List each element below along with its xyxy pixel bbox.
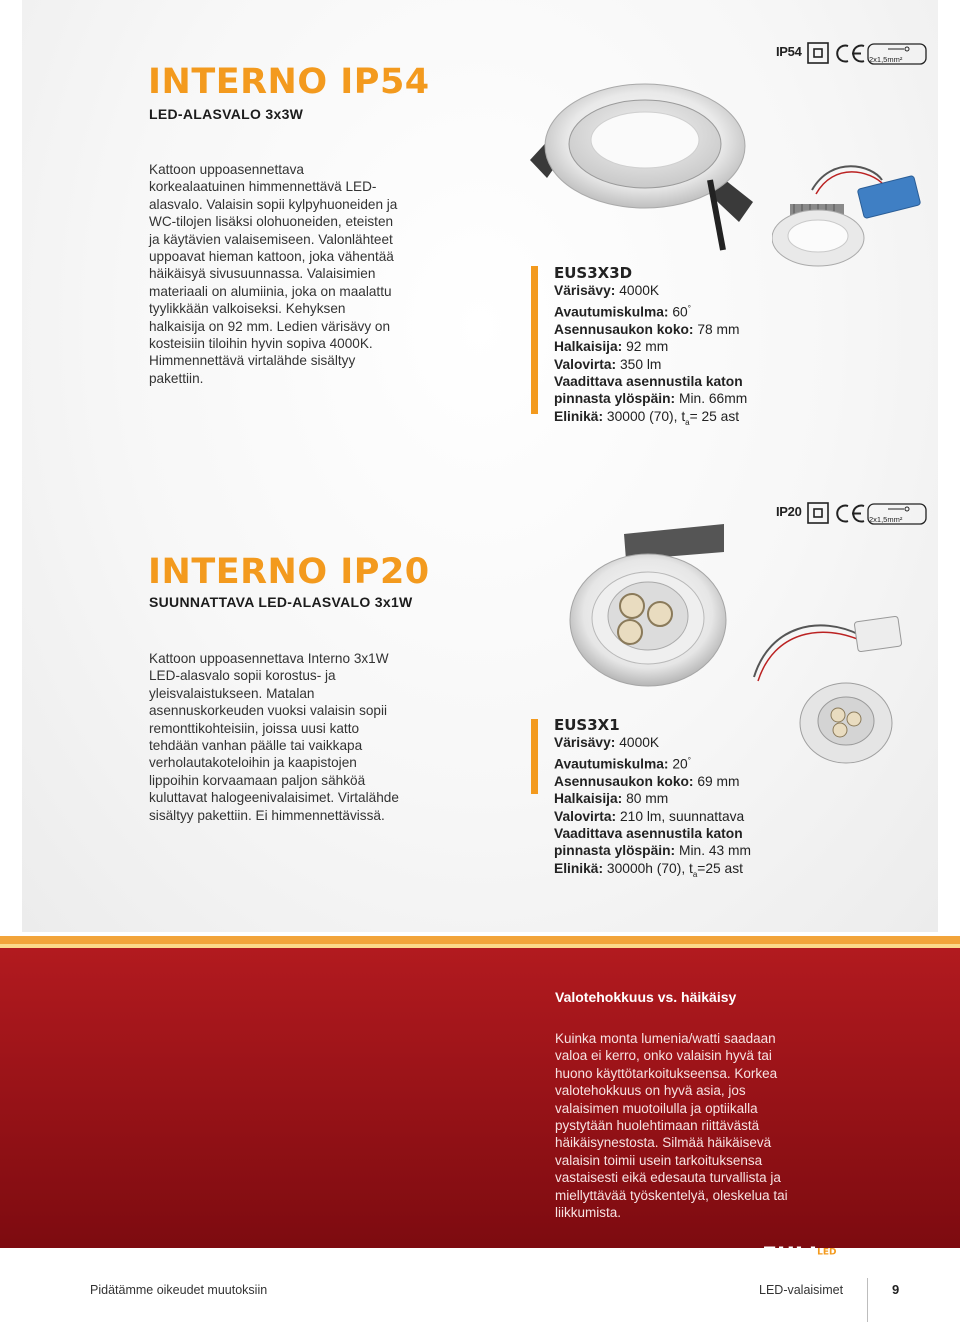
class-ce-wire-icons: [806, 40, 930, 68]
spec-value: = 25 ast: [689, 408, 740, 424]
divider-stripe-orange: [0, 936, 960, 944]
spec-value: 4000K: [619, 735, 660, 751]
spec-block-eus3x1: [554, 717, 794, 883]
spec-accent-bar: [531, 266, 538, 414]
spec-value: 80 mm: [626, 791, 669, 807]
brand-logo: [762, 1244, 836, 1269]
spec-value: Min. 66mm: [678, 391, 748, 407]
spec-label: Avautumiskulma:: [554, 756, 669, 772]
spec-accent-bar: [531, 719, 538, 794]
spec-value: =25 ast: [697, 860, 743, 876]
spec-label: Värisävy:: [554, 283, 616, 299]
brand-suffix: LED: [817, 1247, 837, 1258]
spec-label: Asennusaukon koko:: [554, 773, 694, 789]
downlight-ip20-image: [548, 520, 748, 690]
product-title-ip54: INTERNO IP54: [148, 62, 430, 102]
spec-value: 60: [672, 304, 688, 320]
spec-block-eus3x3d: [554, 265, 794, 431]
spec-label: Vaadittava asennustila katon: [554, 826, 743, 842]
product-title-ip20: INTERNO IP20: [148, 552, 430, 592]
spec-label: Vaadittava asennustila katon: [554, 374, 743, 390]
spec-label: pinnasta ylöspäin:: [554, 843, 676, 859]
wire-size: 2x1,5mm²: [869, 515, 903, 524]
spec-subscript: a: [685, 417, 690, 427]
footer-divider: [867, 1278, 868, 1322]
spec-value: 92 mm: [626, 339, 669, 355]
degree-sign: °: [687, 755, 691, 765]
spec-value: 210 lm, suunnattava: [619, 808, 745, 824]
spec-value: 78 mm: [697, 321, 740, 337]
product-code: EUS3X3D: [554, 264, 633, 282]
spec-value: 30000 (70), t: [606, 408, 686, 424]
brand-name: EULI: [762, 1244, 818, 1269]
info-banner: [0, 948, 960, 1248]
info-body: Kuinka monta lumenia/watti saadaan valoa ei kerro, onko valaisin hyvä tai huono käyttötarkoitukseensa. Korkea valotehokkuus on hyvä asia, jos valaisimen muotoilulla ja optiikalla pystytään huolehtimaan riittävästä häikäisynestosta. Silmää häikäisevä valaisin toimii usein tarkoituksensa vastaisesti eikä edesauta turvallista ja miellyttävää työskentelyä, oleskelua tai liikkumista.: [555, 1031, 788, 1221]
info-title: Valotehokkuus vs. häikäisy: [555, 989, 737, 1005]
page-number: 9: [892, 1282, 900, 1297]
ip-rating: IP20: [776, 504, 802, 519]
class-ce-wire-icons: [806, 500, 930, 528]
spec-label: Valovirta:: [554, 356, 617, 372]
downlight-driver-image: [772, 160, 922, 275]
spec-label: Valovirta:: [554, 808, 617, 824]
product-subtitle-ip54: LED-ALASVALO 3x3W: [149, 106, 304, 122]
spec-label: Halkaisija:: [554, 791, 623, 807]
ip-rating: IP54: [776, 44, 802, 59]
degree-sign: °: [687, 303, 691, 313]
product-description-ip54: Kattoon uppoasennettava korkealaatuinen himmennettävä LED-alasvalo. Valaisin sopii kylpyhuoneiden ja WC-tilojen lisäksi olohuoneiden, eteisten ja käytävien valaisemiseen. Valonlähteet uppoavat hieman kattoon, joka vähentää häikäisyä sivusuunnassa. Valaisimien materiaali on alumiinia, joka on maalattu tyylikkään valkoiseksi. Kehyksen halkaisija on 92 mm. Ledien värisävy on kosteisiin tiloihin hyvin sopiva 4000K. Himmennettävä virtalähde sisältyy pakettiin.: [149, 162, 398, 386]
spec-label: pinnasta ylöspäin:: [554, 391, 676, 407]
spec-value: Min. 43 mm: [678, 843, 752, 859]
spec-label: Elinikä:: [554, 860, 604, 876]
spec-label: Elinikä:: [554, 408, 604, 424]
spec-label: Asennusaukon koko:: [554, 321, 694, 337]
product-description-ip20: Kattoon uppoasennettava Interno 3x1W LED-alasvalo sopii korostus- ja yleisvalaistukseen. Matalan asennuskorkeuden vuoksi valaisin sopii remonttikohteisiin, joissa uusi katto tehdään vanhan päälle tai vaikkapa verholautakoteloihin ja kaapistojen lippoihin korvaamaan paljon sähköä kuluttavat halogeenivalaisimet. Virtalähde sisältyy pakettiin. Ei himmennettävissä.: [149, 651, 399, 823]
footer-disclaimer: Pidätämme oikeudet muutoksiin: [90, 1283, 268, 1297]
spec-label: Avautumiskulma:: [554, 304, 669, 320]
spec-value: 350 lm: [619, 356, 662, 372]
product-code: EUS3X1: [554, 716, 620, 734]
spec-value: 30000h (70), t: [606, 860, 693, 876]
spec-value: 4000K: [619, 283, 660, 299]
wire-size: 2x1,5mm²: [869, 55, 903, 64]
spec-value: 20: [672, 756, 688, 772]
spec-label: Värisävy:: [554, 735, 616, 751]
downlight-ip54-image: [525, 60, 765, 265]
spec-label: Halkaisija:: [554, 339, 623, 355]
spec-subscript: a: [692, 869, 698, 879]
spec-value: 69 mm: [697, 773, 740, 789]
product-subtitle-ip20: SUUNNATTAVA LED-ALASVALO 3x1W: [149, 594, 413, 610]
footer-section: LED-valaisimet: [759, 1283, 844, 1297]
